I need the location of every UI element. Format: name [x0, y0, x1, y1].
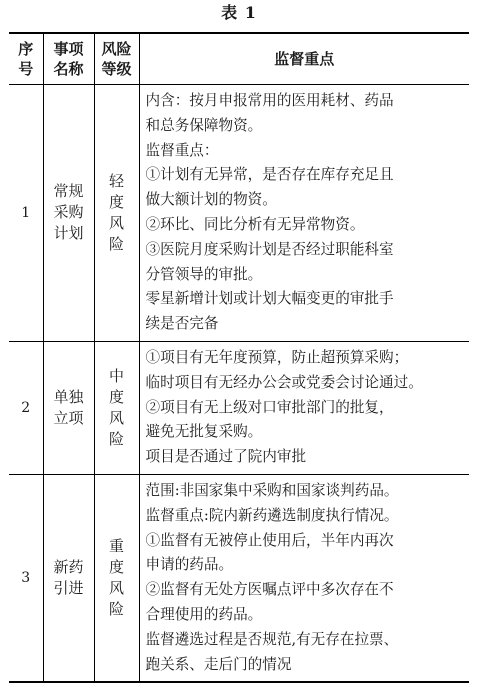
focus-line: 合理使用的药品。	[145, 605, 263, 623]
header-no	[9, 33, 43, 85]
focus-line: ②监督有无处方医嘱点评中多次存在不	[145, 581, 394, 599]
focus-line: 临时项目有无经办公会或党委会讨论通过。	[145, 373, 423, 391]
header-item	[43, 33, 94, 85]
row-risk-cell	[94, 85, 139, 342]
focus-line: ①计划有无异常，是否存在库存充足且	[145, 166, 394, 184]
focus-line: 避免无批复采购。	[145, 423, 263, 441]
focus-line: 申请的药品。	[145, 556, 234, 574]
row-number: 2	[9, 341, 43, 474]
focus-line: 续是否完备	[145, 315, 219, 333]
table-row	[9, 474, 469, 682]
focus-line: 内含：按月申报常用的医用耗材、药品	[145, 92, 394, 109]
header-no-line-1: 序	[18, 40, 34, 58]
focus-line: 范围:非国家集中采购和国家谈判药品。	[145, 481, 399, 499]
table-row	[9, 341, 469, 474]
focus-line: 监督遴选过程是否规范,有无存在拉票、	[145, 630, 399, 648]
header-risk-line-2: 等级	[101, 60, 132, 78]
row-focus-cell	[139, 85, 469, 342]
table-row	[9, 85, 469, 342]
row-focus-cell	[139, 341, 469, 474]
focus-line: 做大额计划的物资。	[145, 191, 277, 209]
focus-line: ①监督有无被停止使用后，半年内再次	[145, 531, 394, 549]
row-number: 1	[9, 85, 43, 342]
row-item-name: 单独立项	[53, 387, 84, 427]
header-risk-line-1: 风险	[101, 40, 132, 58]
focus-line: ①项目有无年度预算，防止超预算采购；	[145, 348, 409, 366]
supervision-table	[9, 32, 469, 683]
focus-line: 和总务保障物资。	[145, 116, 263, 134]
header-focus: 监督重点	[139, 33, 469, 85]
focus-line: ②项目有无上级对口审批部门的批复，	[145, 398, 394, 416]
row-risk-level: 重度风险	[108, 537, 124, 619]
header-no-line-2: 号	[18, 60, 34, 78]
row-item-cell	[43, 474, 94, 682]
focus-line: ③医院月度采购计划是否经过职能科室	[145, 240, 394, 258]
row-number: 3	[9, 474, 43, 682]
focus-line: 项目是否通过了院内审批	[145, 448, 307, 466]
focus-line: 分管领导的审批。	[145, 265, 263, 283]
row-risk-level: 轻度风险	[108, 171, 124, 253]
row-focus-cell	[139, 474, 469, 682]
table-title: 表 1	[221, 3, 257, 22]
row-item-name: 新药引进	[53, 558, 84, 598]
focus-line: ②环比、同比分析有无异常物资。	[145, 215, 365, 233]
row-risk-level: 中度风险	[108, 366, 124, 448]
row-item-name: 常规采购计划	[53, 182, 84, 243]
focus-line: 跑关系、走后门的情况	[145, 655, 292, 673]
row-item-cell	[43, 341, 94, 474]
header-row	[9, 33, 469, 85]
focus-line: 监督重点:院内新药遴选制度执行情况。	[145, 506, 399, 524]
focus-line: 监督重点：	[145, 141, 219, 159]
header-item-line-1: 事项	[53, 40, 84, 58]
header-item-line-2: 名称	[53, 60, 84, 78]
header-risk	[94, 33, 139, 85]
focus-line: 零星新增计划或计划大幅变更的审批手	[145, 290, 394, 308]
row-item-cell	[43, 85, 94, 342]
row-risk-cell	[94, 341, 139, 474]
row-risk-cell	[94, 474, 139, 682]
